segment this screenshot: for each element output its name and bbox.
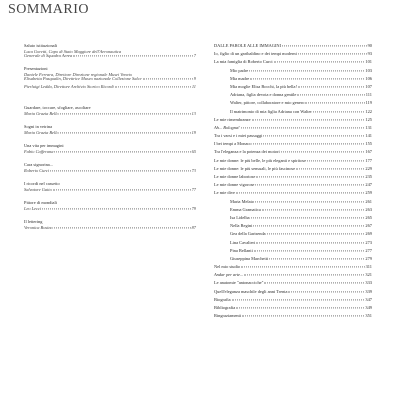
toc-entry-text: Le mie donne: le più sensuali, le più fascinose	[214, 165, 296, 171]
toc-entry-text: Quell'eleganza maschile degli anni Trenta	[214, 288, 288, 294]
toc-entry-text: Ah... Bologna!	[214, 124, 240, 130]
dot-leader	[255, 185, 364, 186]
toc-entry-text: Le anatomie "antonacciche"	[214, 280, 264, 286]
dot-leader	[54, 151, 190, 152]
toc-entry-text: Pina Bellanti	[230, 247, 253, 253]
toc-page-number: 119	[365, 100, 372, 106]
toc-page-number: 111	[365, 92, 372, 98]
toc-entry-text: Io, figlio di un garibaldino e dei tempi moderni	[214, 51, 297, 57]
toc-entry[interactable]	[214, 298, 372, 306]
toc-entry	[24, 150, 196, 154]
toc-entry-text: Il matrimonio di mia figlia Adriana con Walter	[230, 108, 312, 114]
toc-entry-text: Pierluigi Ledda, Direttore Archivio Storico Ricordi	[24, 83, 114, 89]
dot-leader	[264, 283, 364, 284]
dot-leader	[53, 189, 191, 190]
toc-author: Leo Lecci	[24, 205, 42, 211]
toc-entry-text: Le mie donne: le più belle, le più eleganti e spiritose	[214, 157, 307, 163]
dot-leader	[250, 78, 364, 79]
toc-entry-text: Isa Lidelba	[230, 214, 250, 220]
toc-author: Salvatore Gatto	[24, 186, 52, 192]
toc-entry-text: Le mie donne laboriose	[214, 174, 256, 179]
toc-section-heading: Presentazioni	[24, 66, 48, 72]
dot-leader	[242, 316, 364, 317]
toc-entry-text: Bibliografia	[214, 305, 236, 310]
toc-block-essay[interactable]	[24, 144, 196, 154]
toc-author: Veronica Bosino	[24, 224, 53, 230]
toc-entry-text: Maria Melato	[230, 198, 255, 204]
toc-author: Maria Grazia Bello	[24, 129, 59, 135]
toc-entry[interactable]	[214, 290, 372, 298]
toc-block-presentazioni	[24, 67, 196, 89]
toc-entry-text: Luca Goretti, Capo di Stato Maggiore dell'Aeronautica	[24, 48, 122, 54]
dot-leader	[54, 227, 191, 228]
dot-leader	[115, 86, 191, 87]
toc-entry-text: Le mie dive	[214, 190, 235, 196]
toc-entry-text: Nella Regini	[230, 223, 253, 229]
toc-entry-text: Andar per arte...	[214, 272, 244, 278]
dot-leader	[244, 275, 364, 276]
toc-page-number: 9	[193, 76, 196, 82]
dot-leader	[60, 132, 191, 133]
dot-leader	[73, 55, 193, 56]
dot-leader	[255, 201, 364, 202]
dot-leader	[252, 119, 365, 120]
dot-leader	[251, 217, 365, 218]
dot-leader	[42, 208, 190, 209]
toc-page-number: 73	[191, 167, 196, 173]
toc-page-number: 155	[365, 141, 372, 147]
toc-page-number: 333	[365, 280, 372, 286]
toc-entry-text: Le mie donne vigorose	[214, 182, 255, 188]
dot-leader	[298, 86, 364, 87]
toc-entry	[24, 188, 196, 192]
toc-author: Maria Grazia Bello	[24, 110, 59, 116]
toc-section-heading: Cara signorina...	[24, 162, 54, 168]
toc-page-number: 13	[191, 110, 196, 116]
toc-entry-text: Generale di Squadra Aerea	[24, 53, 73, 58]
toc-page-number: 269	[365, 231, 372, 237]
toc-section-heading: Sogni in vetrina	[24, 124, 53, 130]
toc-page-number: 65	[191, 148, 196, 154]
toc-page-number: 77	[191, 186, 196, 192]
dot-leader	[241, 266, 364, 267]
dot-leader	[253, 144, 365, 145]
toc-page-number: 19	[191, 129, 196, 135]
toc-page-number: 235	[365, 174, 372, 179]
dot-leader	[253, 226, 364, 227]
toc-entry	[24, 226, 196, 230]
toc-section-heading: Guardare, toccare, sfogliare, ascoltare	[24, 105, 91, 111]
dot-leader	[236, 307, 364, 308]
toc-entry	[24, 131, 196, 135]
dot-leader	[256, 242, 364, 243]
toc-page-number: 277	[365, 247, 372, 253]
toc-page-number: 93	[367, 51, 372, 57]
toc-page-number: 7	[193, 53, 196, 58]
toc-entry[interactable]	[24, 85, 196, 89]
toc-page-number: 125	[365, 116, 372, 122]
toc-entry-text: Walter, pittore, collaboratore e mio genero	[230, 100, 305, 106]
toc-section-heading: Saluto istituzionali	[24, 43, 58, 48]
dot-leader	[232, 299, 365, 300]
dot-leader	[305, 103, 364, 104]
toc-section-heading: Pittore di mondiali	[24, 200, 57, 206]
toc-entry	[24, 207, 196, 211]
toc-entry-text: Mia moglie Elisa Bocchi, la più bella!	[230, 83, 297, 89]
toc-entry-text: Mia madre	[230, 75, 250, 81]
toc-page-number: 131	[365, 124, 372, 130]
toc-page-number: 141	[365, 133, 372, 139]
toc-page-number: 263	[365, 206, 372, 212]
dot-leader	[262, 209, 365, 210]
toc-page-number: 261	[365, 198, 372, 204]
toc-entry-text: Gea della Garisenda	[230, 231, 266, 237]
toc-entry-text: Giuseppina Marchetti	[230, 255, 269, 261]
toc-entry-text: Emma Gramatica	[230, 206, 261, 212]
toc-page-number: 107	[365, 83, 372, 89]
toc-page-number: 103	[365, 67, 372, 73]
dot-leader	[236, 193, 364, 194]
toc-block-essay[interactable]	[24, 182, 196, 192]
toc-block-essay[interactable]	[24, 220, 196, 230]
dot-leader	[60, 113, 191, 114]
dot-leader	[307, 160, 364, 161]
toc-block-essay[interactable]	[24, 125, 196, 135]
toc-entry-text: Tra i varsi e i miei passaggi	[214, 133, 263, 139]
dot-leader	[281, 152, 365, 153]
toc-page-number: 279	[365, 255, 372, 261]
toc-page-number: 167	[365, 149, 372, 155]
toc-right-column	[214, 44, 372, 322]
toc-entry-text: Ringraziamenti	[214, 313, 242, 319]
dot-leader	[263, 135, 364, 136]
toc-section-heading: I ricordi nel cassetto	[24, 181, 60, 187]
toc-block-saluti	[24, 44, 196, 58]
toc-entry	[24, 112, 196, 116]
toc-page-number: 229	[365, 165, 372, 171]
toc-page-number: 247	[365, 182, 372, 188]
toc-page-number: 347	[365, 296, 372, 302]
dot-leader	[274, 62, 365, 63]
toc-entry[interactable]	[214, 314, 372, 322]
toc-block-essay[interactable]	[24, 163, 196, 173]
toc-block-essay[interactable]	[24, 106, 196, 116]
toc-entry-text: Daniele Ferrara, Direttore Direzione regionale Musei Veneto	[24, 72, 132, 77]
toc-page-number: 11	[191, 83, 196, 89]
toc-page-number: 259	[365, 190, 372, 196]
toc-page-number: 339	[365, 288, 372, 294]
toc-page-number: 265	[365, 214, 372, 220]
toc-section-heading: Il lettering	[24, 219, 43, 225]
toc-page-number: 267	[365, 223, 372, 229]
toc-page-number: 106	[365, 75, 372, 81]
toc-page-number: 321	[365, 272, 372, 278]
toc-entry-text: DALLE PAROLE ALLE IMMAGINI	[214, 43, 282, 48]
toc-entry-text: I bei tempi a Monaco	[214, 141, 252, 147]
toc-author: Fabio Cafferana	[24, 148, 54, 154]
dot-leader	[297, 95, 364, 96]
dot-leader	[241, 127, 365, 128]
toc-page-number: 177	[365, 157, 372, 163]
toc-entry-text: Elisabetta Pasqualin, Direttrice Museo nazionale Collezione Salce	[24, 76, 142, 82]
toc-page-number: 351	[365, 313, 372, 319]
toc-entry	[24, 169, 196, 173]
toc-block-essay[interactable]	[24, 201, 196, 211]
toc-entry-text: Adriana, figlia devota e donna gentile	[230, 92, 297, 98]
dot-leader	[298, 54, 367, 55]
dot-leader	[288, 291, 364, 292]
dot-leader	[296, 168, 364, 169]
toc-entry-text: Biografia	[214, 296, 231, 302]
toc-page-number: 122	[365, 108, 372, 114]
toc-entry-text: Le mie rimembranze	[214, 116, 251, 122]
dot-leader	[269, 258, 364, 259]
toc-entry[interactable]	[24, 54, 196, 58]
toc-page-number: 311	[365, 264, 372, 270]
dot-leader	[256, 176, 364, 177]
toc-page-number: 273	[365, 239, 372, 245]
toc-entry-text: La mia famiglia di Roberto Curci	[214, 59, 273, 65]
toc-author: Roberto Curci	[24, 167, 50, 173]
toc-page-number: 87	[191, 224, 196, 230]
dot-leader	[313, 111, 365, 112]
toc-entry-text: Mio padre	[230, 67, 249, 73]
dot-leader	[143, 79, 193, 80]
toc-section-heading: Una vita per immagini	[24, 143, 64, 149]
dot-leader	[50, 170, 191, 171]
toc-page-number: 101	[365, 59, 372, 65]
toc-page-number: 79	[191, 205, 196, 211]
page-title: SOMMARIO	[8, 2, 90, 17]
toc-page-number: 90	[367, 43, 372, 48]
toc-entry-text: Tra l'eleganza e la potenza dei motori	[214, 149, 280, 155]
dot-leader	[267, 234, 365, 235]
toc-entry-text: Nel mio studio	[214, 264, 241, 270]
toc-page-number: 349	[365, 305, 372, 310]
dot-leader	[282, 45, 367, 46]
dot-leader	[249, 70, 364, 71]
toc-entry-text: Lina Cavalieri	[230, 239, 256, 245]
toc-left-column	[24, 44, 196, 239]
dot-leader	[254, 250, 365, 251]
toc-entry[interactable]	[214, 183, 372, 191]
